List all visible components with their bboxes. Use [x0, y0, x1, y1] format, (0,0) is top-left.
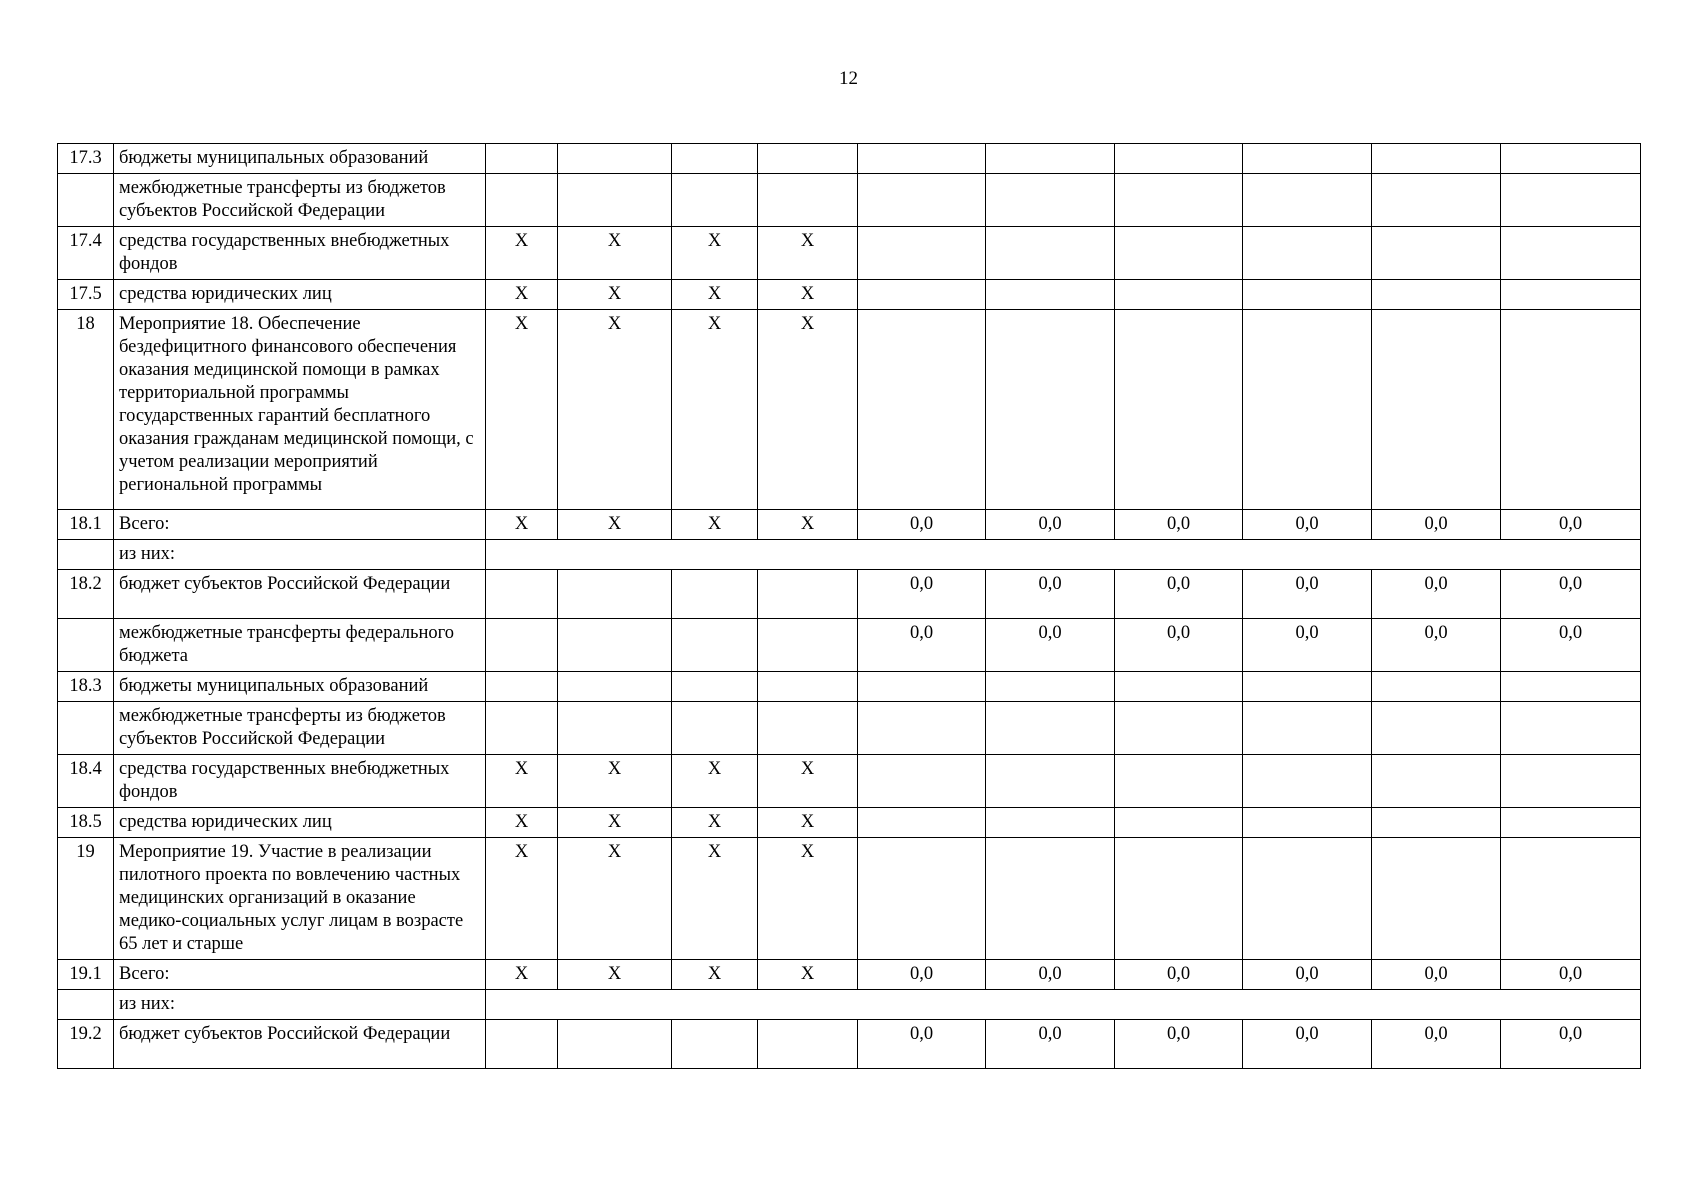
row-number — [58, 702, 114, 755]
row-name: средства государственных внебюджетных фондов — [114, 227, 486, 280]
merged-cell — [486, 990, 1641, 1020]
row-name: межбюджетные трансферты федерального бюджета — [114, 619, 486, 672]
row-number: 19.2 — [58, 1020, 114, 1069]
table-row — [58, 755, 1641, 808]
table-row — [58, 960, 1641, 990]
value-cell — [1243, 227, 1372, 280]
value-cell — [986, 280, 1115, 310]
value-cell: 0,0 — [986, 510, 1115, 540]
value-cell — [858, 144, 986, 174]
value-cell — [1243, 310, 1372, 510]
x-mark-cell: X — [758, 227, 858, 280]
value-cell — [986, 174, 1115, 227]
value-cell: 0,0 — [986, 960, 1115, 990]
table-row — [58, 144, 1641, 174]
value-cell — [1372, 280, 1501, 310]
x-mark-cell — [672, 619, 758, 672]
x-mark-cell — [558, 144, 672, 174]
value-cell — [986, 702, 1115, 755]
value-cell — [1372, 144, 1501, 174]
row-number: 17.4 — [58, 227, 114, 280]
x-mark-cell — [758, 570, 858, 619]
value-cell: 0,0 — [986, 570, 1115, 619]
value-cell: 0,0 — [1115, 619, 1243, 672]
row-name: из них: — [114, 540, 486, 570]
x-mark-cell — [486, 144, 558, 174]
value-cell: 0,0 — [1243, 1020, 1372, 1069]
x-mark-cell: X — [486, 227, 558, 280]
x-mark-cell: X — [672, 960, 758, 990]
value-cell — [1372, 672, 1501, 702]
value-cell — [986, 808, 1115, 838]
value-cell: 0,0 — [1372, 960, 1501, 990]
x-mark-cell — [758, 144, 858, 174]
value-cell: 0,0 — [858, 960, 986, 990]
value-cell — [1501, 227, 1641, 280]
x-mark-cell: X — [758, 838, 858, 960]
row-name: из них: — [114, 990, 486, 1020]
value-cell: 0,0 — [986, 619, 1115, 672]
value-cell — [986, 672, 1115, 702]
x-mark-cell: X — [486, 510, 558, 540]
value-cell: 0,0 — [1115, 510, 1243, 540]
row-name: Всего: — [114, 510, 486, 540]
row-name: средства государственных внебюджетных фондов — [114, 755, 486, 808]
x-mark-cell: X — [558, 960, 672, 990]
row-number — [58, 990, 114, 1020]
value-cell — [858, 838, 986, 960]
value-cell — [1243, 144, 1372, 174]
page-number: 12 — [839, 68, 858, 89]
value-cell — [858, 227, 986, 280]
x-mark-cell — [558, 619, 672, 672]
row-name: средства юридических лиц — [114, 808, 486, 838]
row-number — [58, 619, 114, 672]
table-row — [58, 838, 1641, 960]
table-row — [58, 310, 1641, 510]
x-mark-cell: X — [758, 280, 858, 310]
x-mark-cell: X — [486, 755, 558, 808]
budget-table — [57, 143, 1641, 1069]
row-name: бюджеты муниципальных образований — [114, 672, 486, 702]
row-name: межбюджетные трансферты из бюджетов субъектов Российской Федерации — [114, 702, 486, 755]
value-cell — [1501, 672, 1641, 702]
value-cell: 0,0 — [858, 510, 986, 540]
value-cell — [1115, 144, 1243, 174]
value-cell: 0,0 — [1243, 510, 1372, 540]
value-cell: 0,0 — [1372, 619, 1501, 672]
row-number: 18.2 — [58, 570, 114, 619]
x-mark-cell — [558, 672, 672, 702]
x-mark-cell — [486, 619, 558, 672]
x-mark-cell: X — [486, 808, 558, 838]
table-row — [58, 570, 1641, 619]
x-mark-cell: X — [672, 838, 758, 960]
x-mark-cell: X — [672, 310, 758, 510]
value-cell — [858, 808, 986, 838]
value-cell: 0,0 — [1372, 1020, 1501, 1069]
value-cell — [1372, 227, 1501, 280]
x-mark-cell: X — [672, 510, 758, 540]
x-mark-cell: X — [486, 310, 558, 510]
table-row — [58, 510, 1641, 540]
value-cell — [1372, 808, 1501, 838]
x-mark-cell — [558, 702, 672, 755]
value-cell — [858, 310, 986, 510]
x-mark-cell: X — [558, 838, 672, 960]
value-cell: 0,0 — [1372, 570, 1501, 619]
value-cell — [1243, 174, 1372, 227]
value-cell — [1372, 310, 1501, 510]
table-row — [58, 672, 1641, 702]
x-mark-cell: X — [758, 510, 858, 540]
x-mark-cell — [486, 1020, 558, 1069]
value-cell: 0,0 — [1115, 1020, 1243, 1069]
value-cell: 0,0 — [1501, 570, 1641, 619]
x-mark-cell: X — [558, 808, 672, 838]
value-cell: 0,0 — [1243, 619, 1372, 672]
x-mark-cell: X — [558, 310, 672, 510]
x-mark-cell — [672, 702, 758, 755]
merged-cell — [486, 540, 1641, 570]
value-cell — [986, 310, 1115, 510]
value-cell — [1501, 174, 1641, 227]
x-mark-cell: X — [558, 227, 672, 280]
value-cell — [1243, 808, 1372, 838]
value-cell: 0,0 — [1501, 1020, 1641, 1069]
row-name: Мероприятие 18. Обеспечение бездефицитного финансового обеспечения оказания медицинской помощи в рамках территориальной программы государственных гарантий бесплатного оказания гражданам медицинской помощи, с учетом реализации мероприятий региональной программы — [114, 310, 486, 510]
value-cell — [1115, 808, 1243, 838]
row-number: 18.5 — [58, 808, 114, 838]
row-name: Мероприятие 19. Участие в реализации пилотного проекта по вовлечению частных медицинских организаций в оказание медико-социальных услуг лицам в возрасте 65 лет и старше — [114, 838, 486, 960]
value-cell — [858, 174, 986, 227]
value-cell — [1115, 227, 1243, 280]
x-mark-cell — [486, 174, 558, 227]
x-mark-cell — [558, 174, 672, 227]
row-number: 18.3 — [58, 672, 114, 702]
value-cell — [858, 672, 986, 702]
value-cell: 0,0 — [1243, 570, 1372, 619]
value-cell — [1243, 755, 1372, 808]
row-number — [58, 174, 114, 227]
table-row — [58, 990, 1641, 1020]
value-cell — [1243, 672, 1372, 702]
value-cell — [1115, 672, 1243, 702]
row-number — [58, 540, 114, 570]
value-cell: 0,0 — [1501, 619, 1641, 672]
value-cell — [1115, 174, 1243, 227]
value-cell — [1501, 808, 1641, 838]
value-cell — [858, 702, 986, 755]
x-mark-cell — [672, 174, 758, 227]
table-row — [58, 619, 1641, 672]
x-mark-cell — [486, 570, 558, 619]
value-cell — [1115, 702, 1243, 755]
row-number: 17.3 — [58, 144, 114, 174]
x-mark-cell: X — [558, 755, 672, 808]
x-mark-cell — [672, 672, 758, 702]
table-row — [58, 540, 1641, 570]
value-cell — [1372, 174, 1501, 227]
value-cell — [1501, 144, 1641, 174]
x-mark-cell: X — [486, 838, 558, 960]
value-cell: 0,0 — [1501, 510, 1641, 540]
value-cell: 0,0 — [1115, 960, 1243, 990]
row-number: 19 — [58, 838, 114, 960]
value-cell — [986, 838, 1115, 960]
x-mark-cell — [758, 619, 858, 672]
value-cell: 0,0 — [986, 1020, 1115, 1069]
value-cell: 0,0 — [858, 619, 986, 672]
x-mark-cell — [672, 570, 758, 619]
x-mark-cell: X — [672, 808, 758, 838]
value-cell — [1372, 755, 1501, 808]
row-number: 18.4 — [58, 755, 114, 808]
row-number: 18.1 — [58, 510, 114, 540]
value-cell — [1501, 755, 1641, 808]
x-mark-cell: X — [758, 310, 858, 510]
table-body — [58, 144, 1641, 1069]
x-mark-cell — [672, 144, 758, 174]
value-cell — [986, 144, 1115, 174]
value-cell — [1115, 310, 1243, 510]
x-mark-cell: X — [558, 510, 672, 540]
value-cell — [1115, 838, 1243, 960]
x-mark-cell — [558, 570, 672, 619]
x-mark-cell — [486, 672, 558, 702]
table-row — [58, 702, 1641, 755]
x-mark-cell — [758, 702, 858, 755]
x-mark-cell: X — [758, 755, 858, 808]
value-cell: 0,0 — [1243, 960, 1372, 990]
value-cell — [1372, 838, 1501, 960]
row-name: бюджеты муниципальных образований — [114, 144, 486, 174]
table-row — [58, 280, 1641, 310]
value-cell: 0,0 — [858, 1020, 986, 1069]
value-cell — [1243, 280, 1372, 310]
x-mark-cell — [758, 1020, 858, 1069]
x-mark-cell: X — [672, 755, 758, 808]
row-number: 17.5 — [58, 280, 114, 310]
row-number: 18 — [58, 310, 114, 510]
value-cell: 0,0 — [858, 570, 986, 619]
value-cell — [986, 227, 1115, 280]
table-row — [58, 808, 1641, 838]
x-mark-cell — [558, 1020, 672, 1069]
x-mark-cell: X — [672, 227, 758, 280]
row-name: межбюджетные трансферты из бюджетов субъектов Российской Федерации — [114, 174, 486, 227]
row-name: средства юридических лиц — [114, 280, 486, 310]
x-mark-cell — [758, 672, 858, 702]
x-mark-cell — [672, 1020, 758, 1069]
x-mark-cell — [758, 174, 858, 227]
value-cell — [1243, 838, 1372, 960]
table-row — [58, 227, 1641, 280]
value-cell — [1372, 702, 1501, 755]
value-cell: 0,0 — [1115, 570, 1243, 619]
value-cell — [1501, 838, 1641, 960]
value-cell — [858, 280, 986, 310]
row-number: 19.1 — [58, 960, 114, 990]
value-cell — [986, 755, 1115, 808]
x-mark-cell: X — [486, 960, 558, 990]
x-mark-cell: X — [758, 808, 858, 838]
value-cell — [858, 755, 986, 808]
value-cell — [1501, 310, 1641, 510]
x-mark-cell: X — [758, 960, 858, 990]
x-mark-cell: X — [486, 280, 558, 310]
value-cell — [1115, 755, 1243, 808]
table-row — [58, 174, 1641, 227]
table-row — [58, 1020, 1641, 1069]
value-cell — [1501, 702, 1641, 755]
row-name: Всего: — [114, 960, 486, 990]
value-cell — [1115, 280, 1243, 310]
row-name: бюджет субъектов Российской Федерации — [114, 570, 486, 619]
value-cell — [1243, 702, 1372, 755]
x-mark-cell: X — [672, 280, 758, 310]
value-cell: 0,0 — [1372, 510, 1501, 540]
x-mark-cell: X — [558, 280, 672, 310]
value-cell — [1501, 280, 1641, 310]
value-cell: 0,0 — [1501, 960, 1641, 990]
x-mark-cell — [486, 702, 558, 755]
row-name: бюджет субъектов Российской Федерации — [114, 1020, 486, 1069]
